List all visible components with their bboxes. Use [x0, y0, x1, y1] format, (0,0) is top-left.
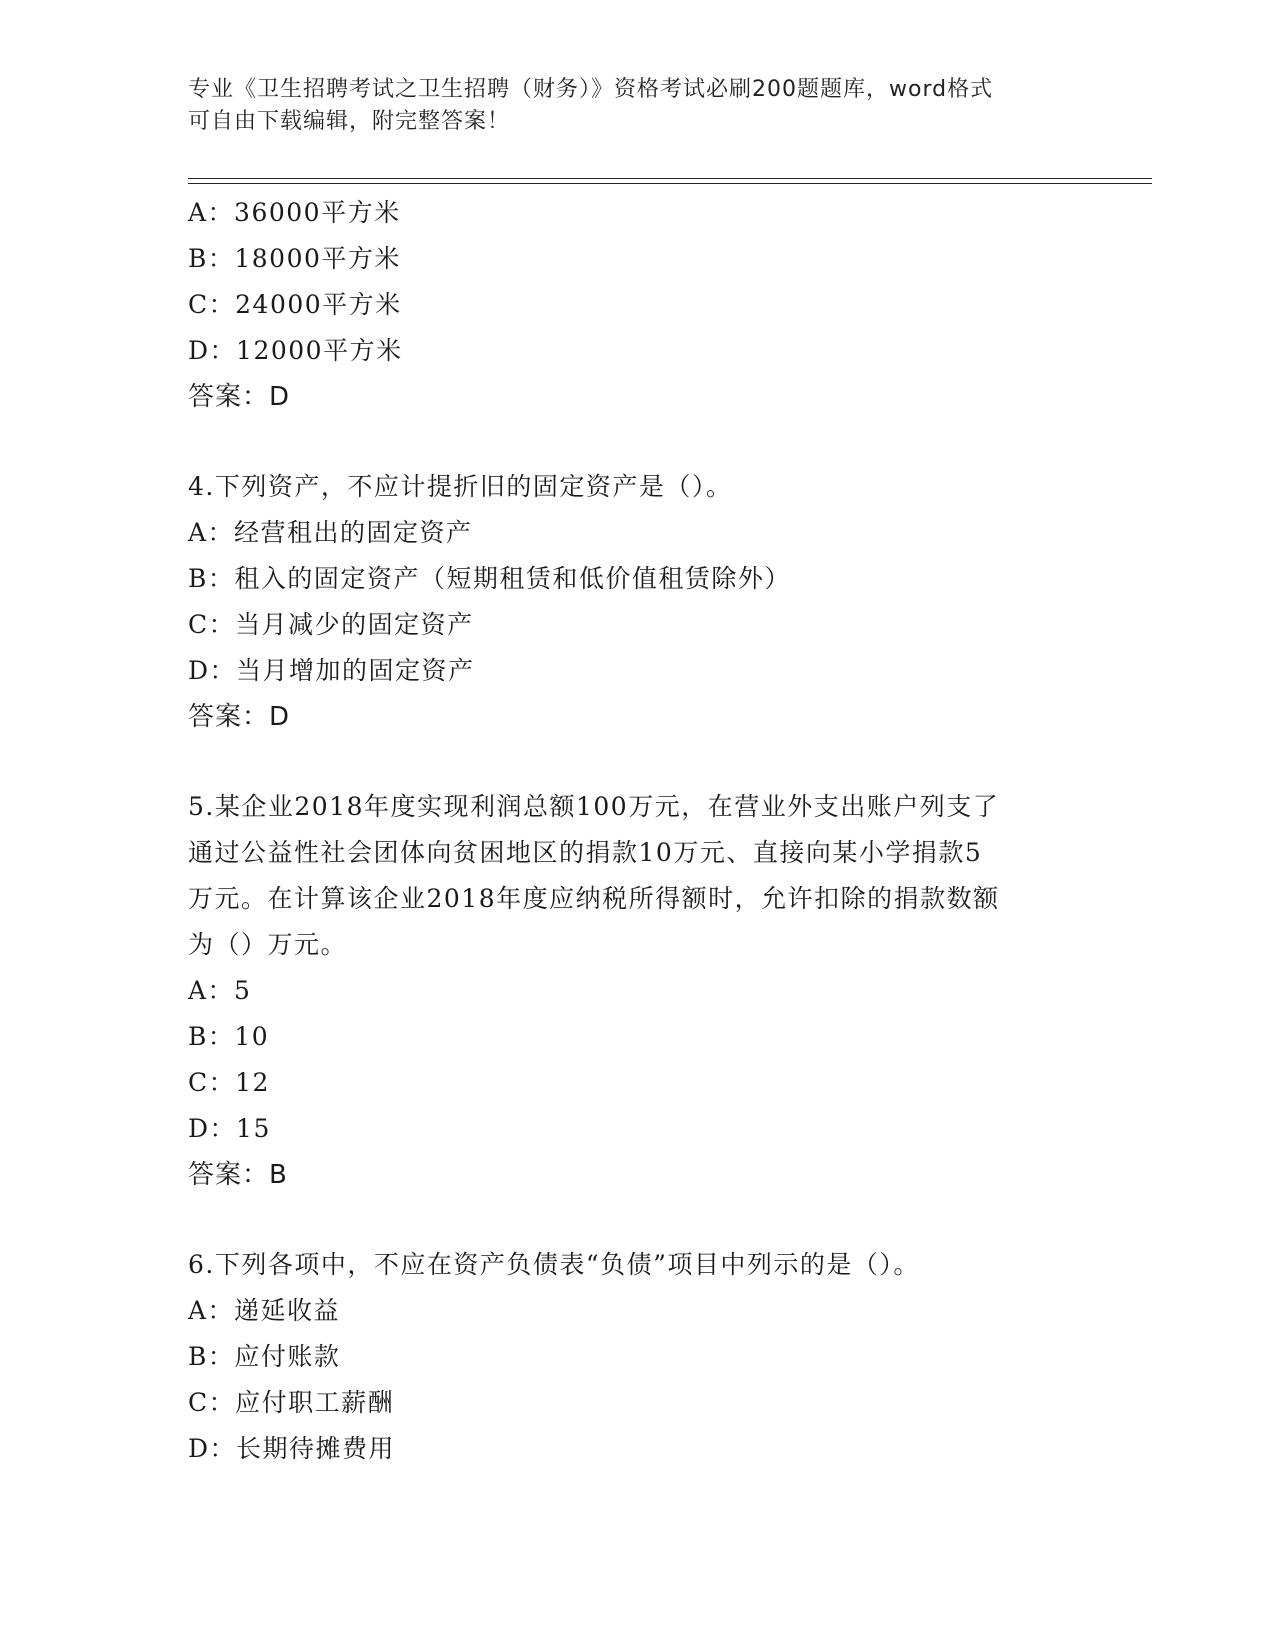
- option-b: B：18000平方米: [188, 244, 401, 273]
- header-divider-top: [188, 178, 1152, 179]
- question-5: [188, 784, 1088, 1198]
- header-divider-bottom: [188, 183, 1152, 184]
- spacer: [188, 420, 1088, 464]
- answer-line: 答案：D: [188, 702, 291, 732]
- option-c: C：24000平方米: [188, 290, 402, 319]
- option-a: A：经营租出的固定资产: [188, 518, 473, 547]
- option-d: D：当月增加的固定资产: [188, 656, 475, 685]
- question-text-line: 通过公益性社会团体向贫困地区的捐款10万元、直接向某小学捐款5: [188, 838, 983, 867]
- option-b: B：10: [188, 1022, 270, 1051]
- question-text-line: 为（）万元。: [188, 930, 348, 959]
- document-header: [188, 74, 1088, 138]
- option-d: D：15: [188, 1114, 271, 1143]
- option-c: C：12: [188, 1068, 270, 1097]
- option-a: A：递延收益: [188, 1296, 341, 1325]
- header-line-1: 专业《卫生招聘考试之卫生招聘（财务）》资格考试必刷200题题库，word格式: [188, 77, 994, 102]
- answer-line: 答案：B: [188, 1160, 288, 1190]
- spacer: [188, 740, 1088, 784]
- question-list: [188, 190, 1088, 1472]
- question-text-line: 万元。在计算该企业2018年度应纳税所得额时，允许扣除的捐款数额: [188, 884, 1000, 913]
- option-d: D：12000平方米: [188, 336, 403, 365]
- option-d: D：长期待摊费用: [188, 1434, 396, 1463]
- question-text-line: 5.某企业2018年度实现利润总额100万元，在营业外支出账户列支了: [188, 792, 1000, 821]
- header-line-2: 可自由下载编辑，附完整答案！: [188, 109, 511, 134]
- question-text: 6.下列各项中，不应在资产负债表“负债”项目中列示的是（）。: [188, 1250, 920, 1279]
- answer-line: 答案：D: [188, 382, 291, 412]
- question-text: 4.下列资产，不应计提折旧的固定资产是（）。: [188, 472, 733, 501]
- option-c: C：应付职工薪酬: [188, 1388, 395, 1417]
- question-4: [188, 464, 1088, 740]
- option-b: B：租入的固定资产（短期租赁和低价值租赁除外）: [188, 564, 791, 593]
- option-a: A：5: [188, 976, 252, 1005]
- question-6: [188, 1242, 1088, 1472]
- question-3-continued: [188, 190, 1088, 420]
- option-b: B：应付账款: [188, 1342, 341, 1371]
- option-a: A：36000平方米: [188, 198, 401, 227]
- spacer: [188, 1198, 1088, 1242]
- option-c: C：当月减少的固定资产: [188, 610, 474, 639]
